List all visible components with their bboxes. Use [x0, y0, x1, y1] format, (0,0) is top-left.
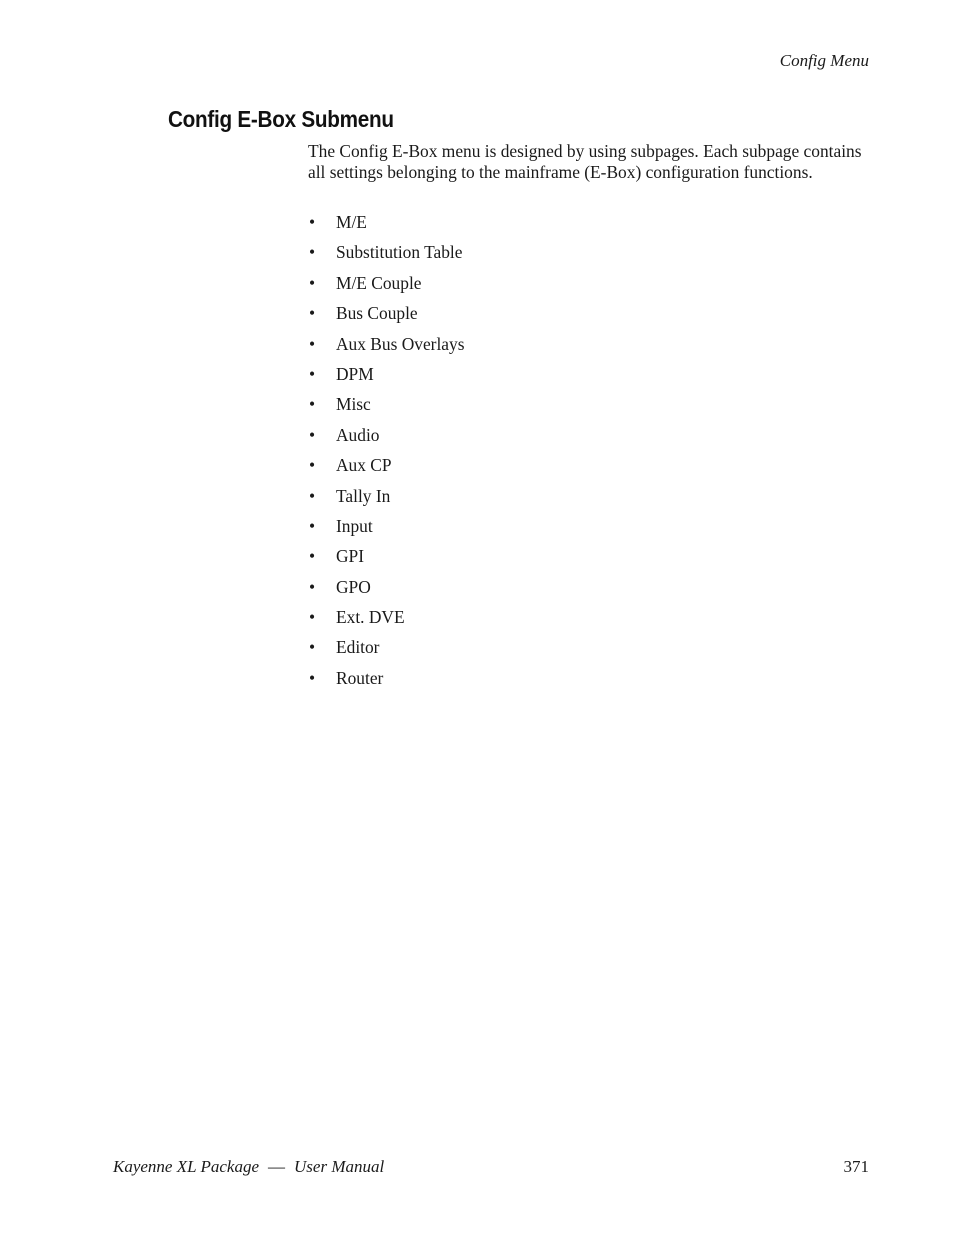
list-item: [308, 210, 465, 240]
bullet-icon: •: [309, 485, 316, 506]
subpage-list: [308, 210, 465, 696]
bullet-icon: •: [309, 242, 316, 263]
bullet-icon: •: [309, 607, 316, 628]
bullet-icon: •: [309, 212, 316, 232]
list-item: [308, 666, 465, 696]
section-title: Config E-Box Submenu: [168, 106, 394, 132]
list-item-label: Ext. DVE: [336, 607, 405, 628]
bullet-icon: •: [309, 363, 316, 384]
list-item: [308, 453, 465, 483]
footer-separator: —: [268, 1157, 286, 1176]
list-item: [308, 484, 465, 514]
bullet-icon: •: [309, 546, 316, 567]
bullet-icon: •: [309, 333, 316, 354]
running-header: Config Menu: [779, 51, 869, 70]
list-item: [308, 392, 465, 422]
bullet-icon: •: [309, 394, 316, 415]
list-item-label: Aux Bus Overlays: [336, 333, 465, 354]
list-item: [308, 240, 465, 270]
list-item: [308, 635, 465, 665]
list-item-label: Editor: [336, 637, 380, 658]
list-item: [308, 271, 465, 301]
bullet-icon: •: [309, 455, 316, 476]
bullet-icon: •: [309, 424, 316, 445]
footer-book-title: Kayenne XL Package: [113, 1157, 260, 1176]
bullet-icon: •: [309, 515, 316, 536]
bullet-icon: •: [309, 272, 316, 293]
list-item-label: Audio: [336, 424, 380, 445]
list-item: [308, 332, 465, 362]
page-number: 371: [843, 1157, 869, 1176]
list-item: [308, 575, 465, 605]
list-item-label: M/E Couple: [336, 272, 422, 293]
list-item-label: GPO: [336, 576, 371, 597]
list-item-label: Misc: [336, 394, 371, 415]
list-item-label: Tally In: [336, 485, 391, 506]
list-item-label: GPI: [336, 546, 365, 567]
list-item-label: M/E: [336, 212, 367, 232]
list-item-label: DPM: [336, 363, 374, 384]
list-item: [308, 423, 465, 453]
list-item: [308, 544, 465, 574]
footer-title: [113, 1156, 384, 1178]
list-item-label: Aux CP: [336, 455, 392, 476]
bullet-icon: •: [309, 303, 316, 324]
list-item: [308, 362, 465, 392]
list-item: [308, 301, 465, 331]
list-item: [308, 514, 465, 544]
bullet-icon: •: [309, 637, 316, 658]
list-item-label: Bus Couple: [336, 303, 418, 324]
intro-paragraph: The Config E-Box menu is designed by using subpages. Each subpage contains all settings belonging to the mainframe (E-Box) configuration functions.: [308, 141, 862, 182]
bullet-icon: •: [309, 576, 316, 597]
bullet-icon: •: [309, 667, 316, 688]
footer-doc-type: User Manual: [294, 1157, 385, 1176]
list-item: [308, 605, 465, 635]
list-item-label: Input: [336, 515, 373, 536]
list-item-label: Router: [336, 667, 384, 688]
list-item-label: Substitution Table: [336, 242, 463, 263]
